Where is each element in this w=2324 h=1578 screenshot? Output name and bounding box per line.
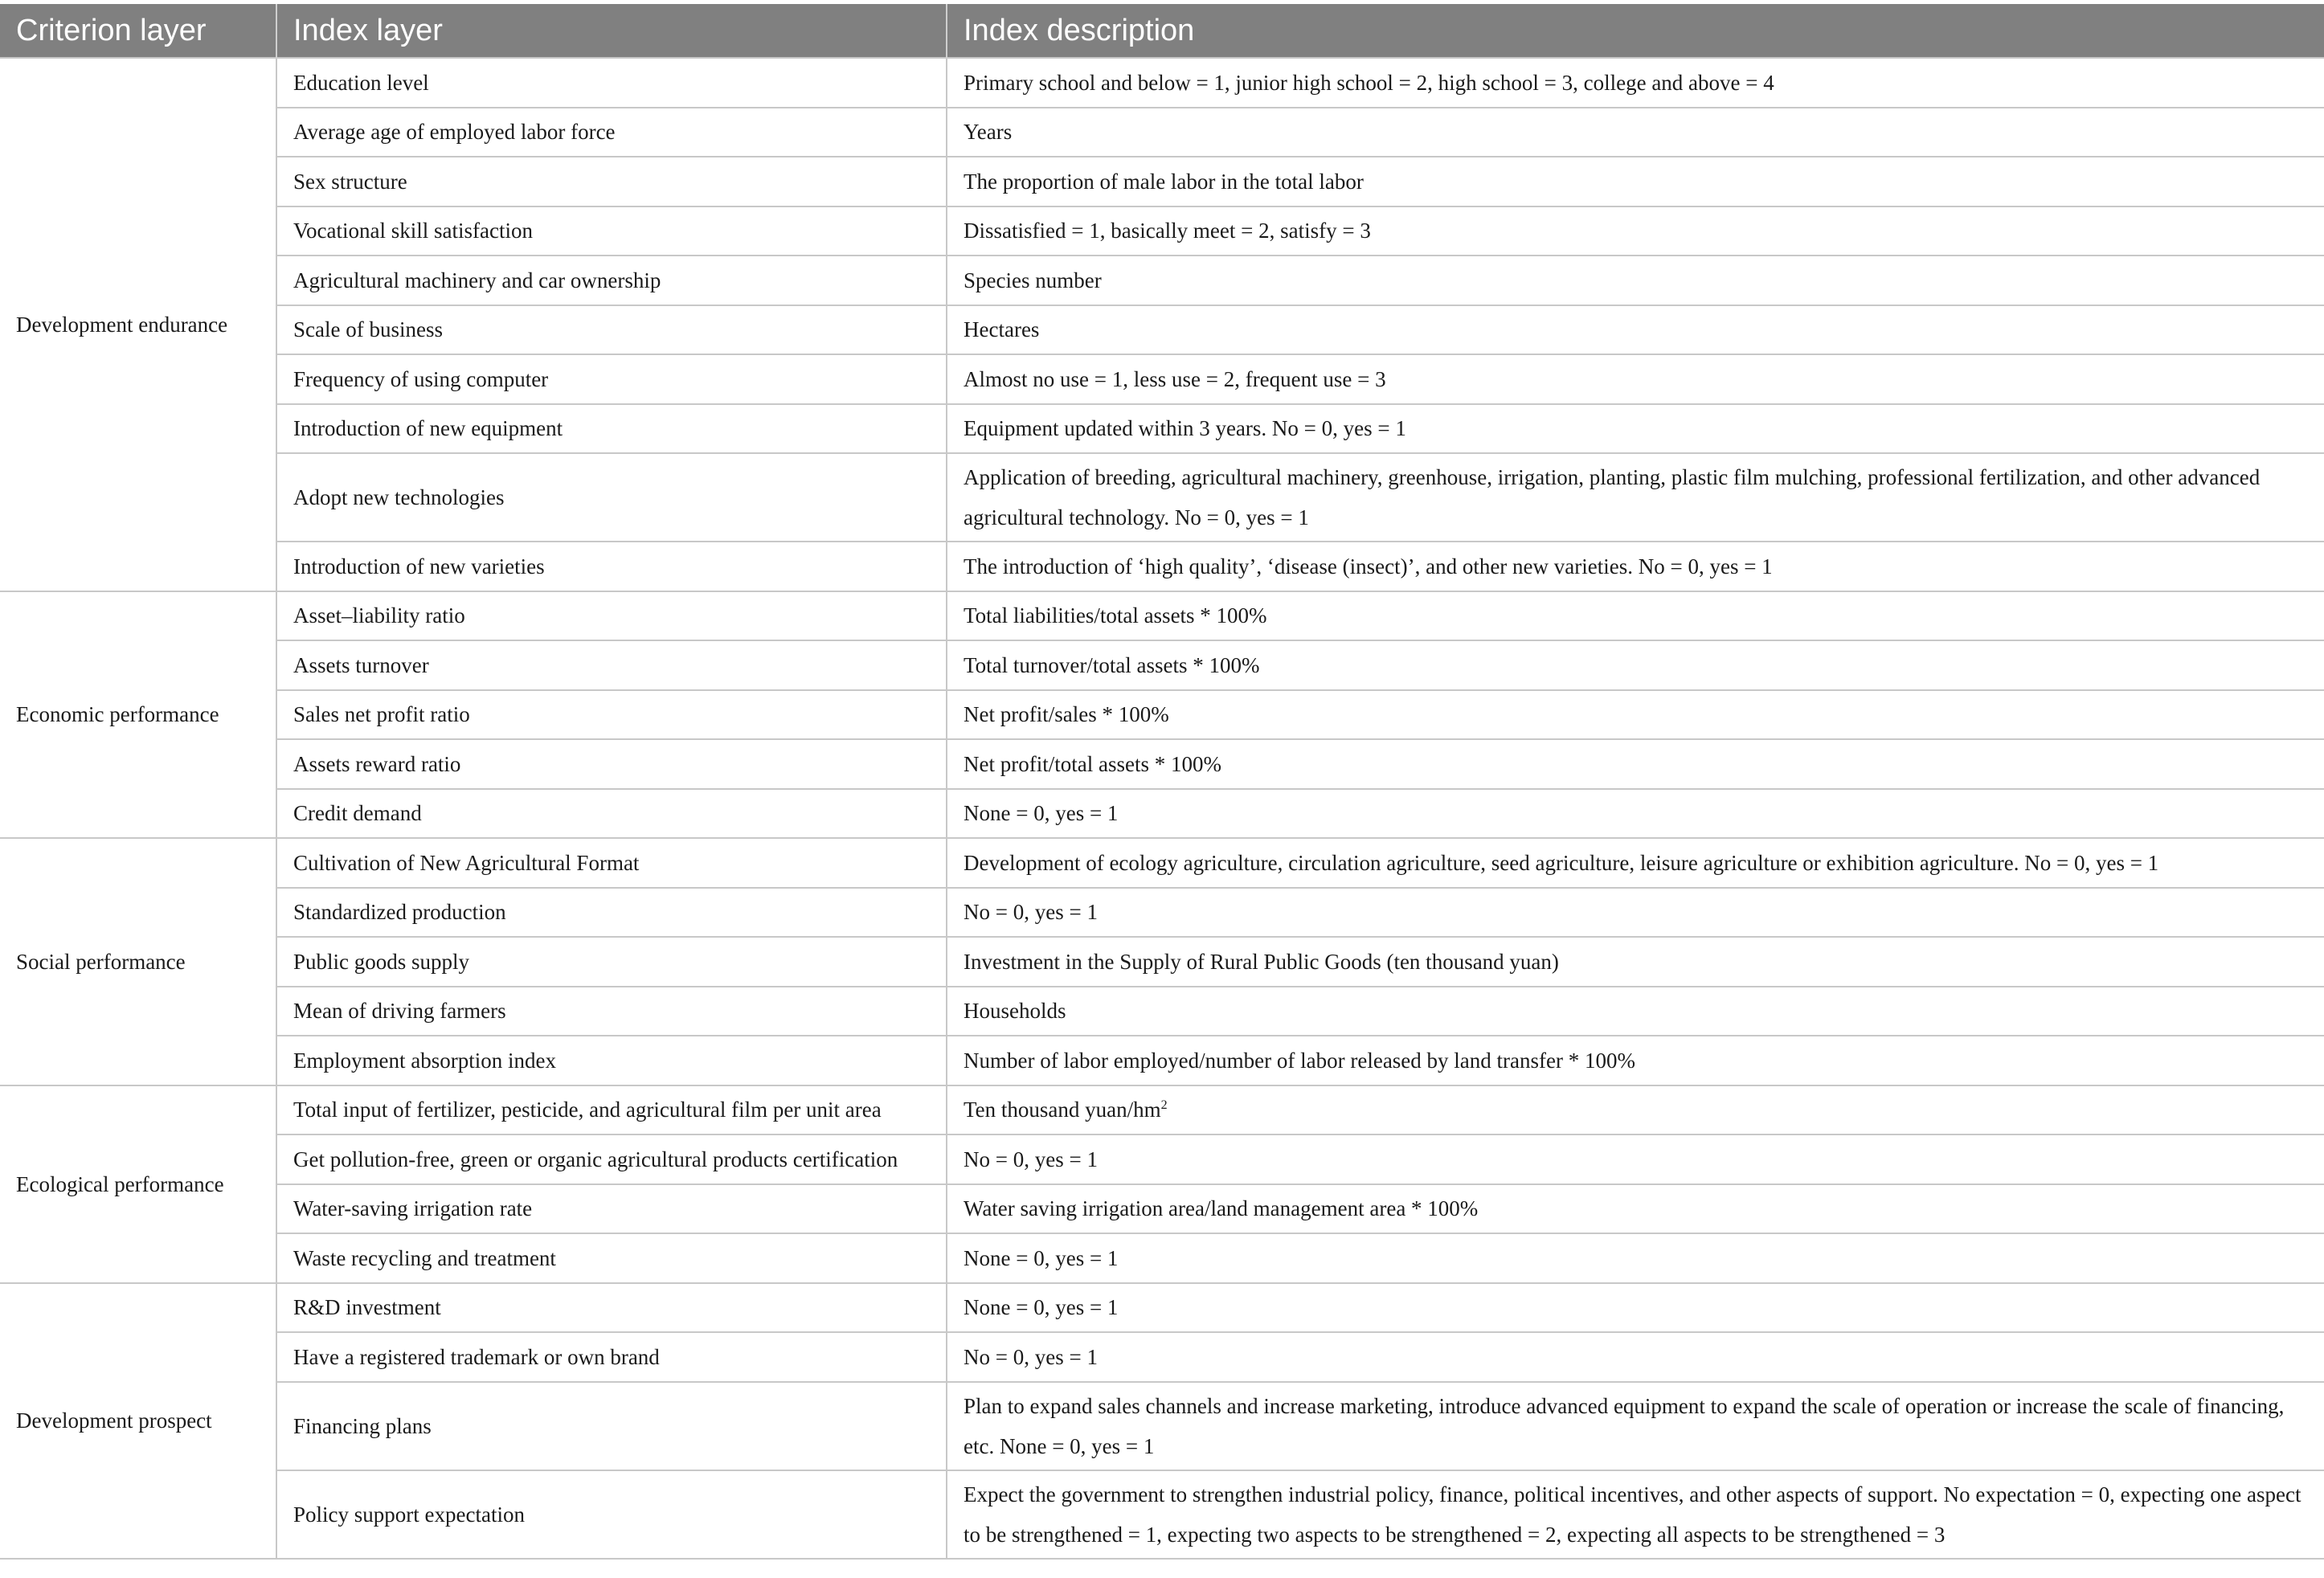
table-row: [0, 206, 2324, 256]
table-header: [0, 4, 2324, 58]
table-row: [0, 1382, 2324, 1470]
description-superscript: 2: [1160, 1098, 1168, 1113]
criterion-cell: Development endurance: [0, 58, 276, 591]
description-cell: Investment in the Supply of Rural Public Goods (ten thousand yuan): [947, 937, 2324, 987]
description-cell: Households: [947, 987, 2324, 1036]
index-cell: Cultivation of New Agricultural Format: [276, 838, 947, 888]
index-cell: Waste recycling and treatment: [276, 1233, 947, 1283]
description-cell: Total turnover/total assets * 100%: [947, 640, 2324, 690]
table-row: [0, 256, 2324, 305]
index-table: [0, 4, 2324, 1560]
table-row: [0, 404, 2324, 454]
table-row: [0, 888, 2324, 938]
table-body: [0, 58, 2324, 1559]
table-row: [0, 591, 2324, 641]
description-cell: Expect the government to strengthen industrial policy, finance, political incentives, and other aspects of support. No expectation = 0, expecting one aspect to be strengthened = 1, expecting two aspects to be strengthened = 2, expecting all aspects to be strengthened = 3: [947, 1470, 2324, 1559]
criterion-cell: Ecological performance: [0, 1085, 276, 1283]
table-row: [0, 1470, 2324, 1559]
criterion-cell: Social performance: [0, 838, 276, 1085]
criterion-cell: Economic performance: [0, 591, 276, 839]
description-cell: Development of ecology agriculture, circulation agriculture, seed agriculture, leisure agriculture or exhibition agriculture. No = 0, yes = 1: [947, 838, 2324, 888]
table-row: [0, 305, 2324, 355]
table-row: [0, 58, 2324, 108]
index-cell: Average age of employed labor force: [276, 108, 947, 157]
description-cell: None = 0, yes = 1: [947, 1233, 2324, 1283]
index-cell: Introduction of new equipment: [276, 404, 947, 454]
description-text: Ten thousand yuan/hm: [964, 1098, 1161, 1122]
table-row: [0, 690, 2324, 740]
table-row: [0, 1184, 2324, 1234]
table-row: [0, 640, 2324, 690]
index-cell: Sex structure: [276, 157, 947, 206]
table-row: [0, 937, 2324, 987]
description-cell: Plan to expand sales channels and increase marketing, introduce advanced equipment to expand the scale of operation or increase the scale of financing, etc. None = 0, yes = 1: [947, 1382, 2324, 1470]
table-row: [0, 1134, 2324, 1184]
table-row: [0, 987, 2324, 1036]
header-row: [0, 4, 2324, 58]
description-cell: Total liabilities/total assets * 100%: [947, 591, 2324, 641]
table-row: [0, 1036, 2324, 1085]
index-cell: Policy support expectation: [276, 1470, 947, 1559]
header-index-layer: Index layer: [276, 4, 947, 58]
index-cell: Vocational skill satisfaction: [276, 206, 947, 256]
description-cell: Application of breeding, agricultural machinery, greenhouse, irrigation, planting, plastic film mulching, professional fertilization, and other advanced agricultural technology. No = 0, yes = 1: [947, 453, 2324, 542]
description-cell: No = 0, yes = 1: [947, 1332, 2324, 1382]
index-cell: Frequency of using computer: [276, 354, 947, 404]
description-cell: Dissatisfied = 1, basically meet = 2, satisfy = 3: [947, 206, 2324, 256]
index-cell: Scale of business: [276, 305, 947, 355]
description-cell: None = 0, yes = 1: [947, 789, 2324, 839]
table-row: [0, 157, 2324, 206]
index-cell: Education level: [276, 58, 947, 108]
index-cell: Have a registered trademark or own brand: [276, 1332, 947, 1382]
index-cell: Introduction of new varieties: [276, 542, 947, 591]
table-row: [0, 354, 2324, 404]
index-cell: Asset–liability ratio: [276, 591, 947, 641]
table-row: [0, 1233, 2324, 1283]
table-row: [0, 838, 2324, 888]
description-cell: The introduction of ‘high quality’, ‘disease (insect)’, and other new varieties. No = 0, yes = 1: [947, 542, 2324, 591]
index-cell: Employment absorption index: [276, 1036, 947, 1085]
index-cell: Sales net profit ratio: [276, 690, 947, 740]
index-cell: Assets reward ratio: [276, 739, 947, 789]
header-index-description: Index description: [947, 4, 2324, 58]
description-cell: Number of labor employed/number of labor released by land transfer * 100%: [947, 1036, 2324, 1085]
description-cell: Net profit/total assets * 100%: [947, 739, 2324, 789]
description-cell: No = 0, yes = 1: [947, 888, 2324, 938]
index-cell: Water-saving irrigation rate: [276, 1184, 947, 1234]
description-cell: Primary school and below = 1, junior high school = 2, high school = 3, college and above = 4: [947, 58, 2324, 108]
description-cell: The proportion of male labor in the total labor: [947, 157, 2324, 206]
table-row: [0, 1085, 2324, 1135]
index-cell: Assets turnover: [276, 640, 947, 690]
index-cell: Adopt new technologies: [276, 453, 947, 542]
description-cell: Almost no use = 1, less use = 2, frequent use = 3: [947, 354, 2324, 404]
table-row: [0, 789, 2324, 839]
description-cell: Hectares: [947, 305, 2324, 355]
description-cell: None = 0, yes = 1: [947, 1283, 2324, 1333]
index-cell: Total input of fertilizer, pesticide, and agricultural film per unit area: [276, 1085, 947, 1135]
index-cell: Get pollution-free, green or organic agricultural products certification: [276, 1134, 947, 1184]
index-cell: Public goods supply: [276, 937, 947, 987]
description-cell: Species number: [947, 256, 2324, 305]
criterion-cell: Development prospect: [0, 1283, 276, 1559]
description-cell: Net profit/sales * 100%: [947, 690, 2324, 740]
description-cell: Water saving irrigation area/land management area * 100%: [947, 1184, 2324, 1234]
index-cell: Agricultural machinery and car ownership: [276, 256, 947, 305]
description-cell: [947, 1085, 2324, 1135]
description-cell: Equipment updated within 3 years. No = 0, yes = 1: [947, 404, 2324, 454]
index-cell: Financing plans: [276, 1382, 947, 1470]
index-cell: Credit demand: [276, 789, 947, 839]
header-criterion-layer: Criterion layer: [0, 4, 276, 58]
description-cell: No = 0, yes = 1: [947, 1134, 2324, 1184]
index-cell: Standardized production: [276, 888, 947, 938]
index-cell: R&D investment: [276, 1283, 947, 1333]
index-cell: Mean of driving farmers: [276, 987, 947, 1036]
table-row: [0, 739, 2324, 789]
table-row: [0, 453, 2324, 542]
table-row: [0, 1332, 2324, 1382]
table-row: [0, 108, 2324, 157]
table-row: [0, 542, 2324, 591]
description-cell: Years: [947, 108, 2324, 157]
table-row: [0, 1283, 2324, 1333]
